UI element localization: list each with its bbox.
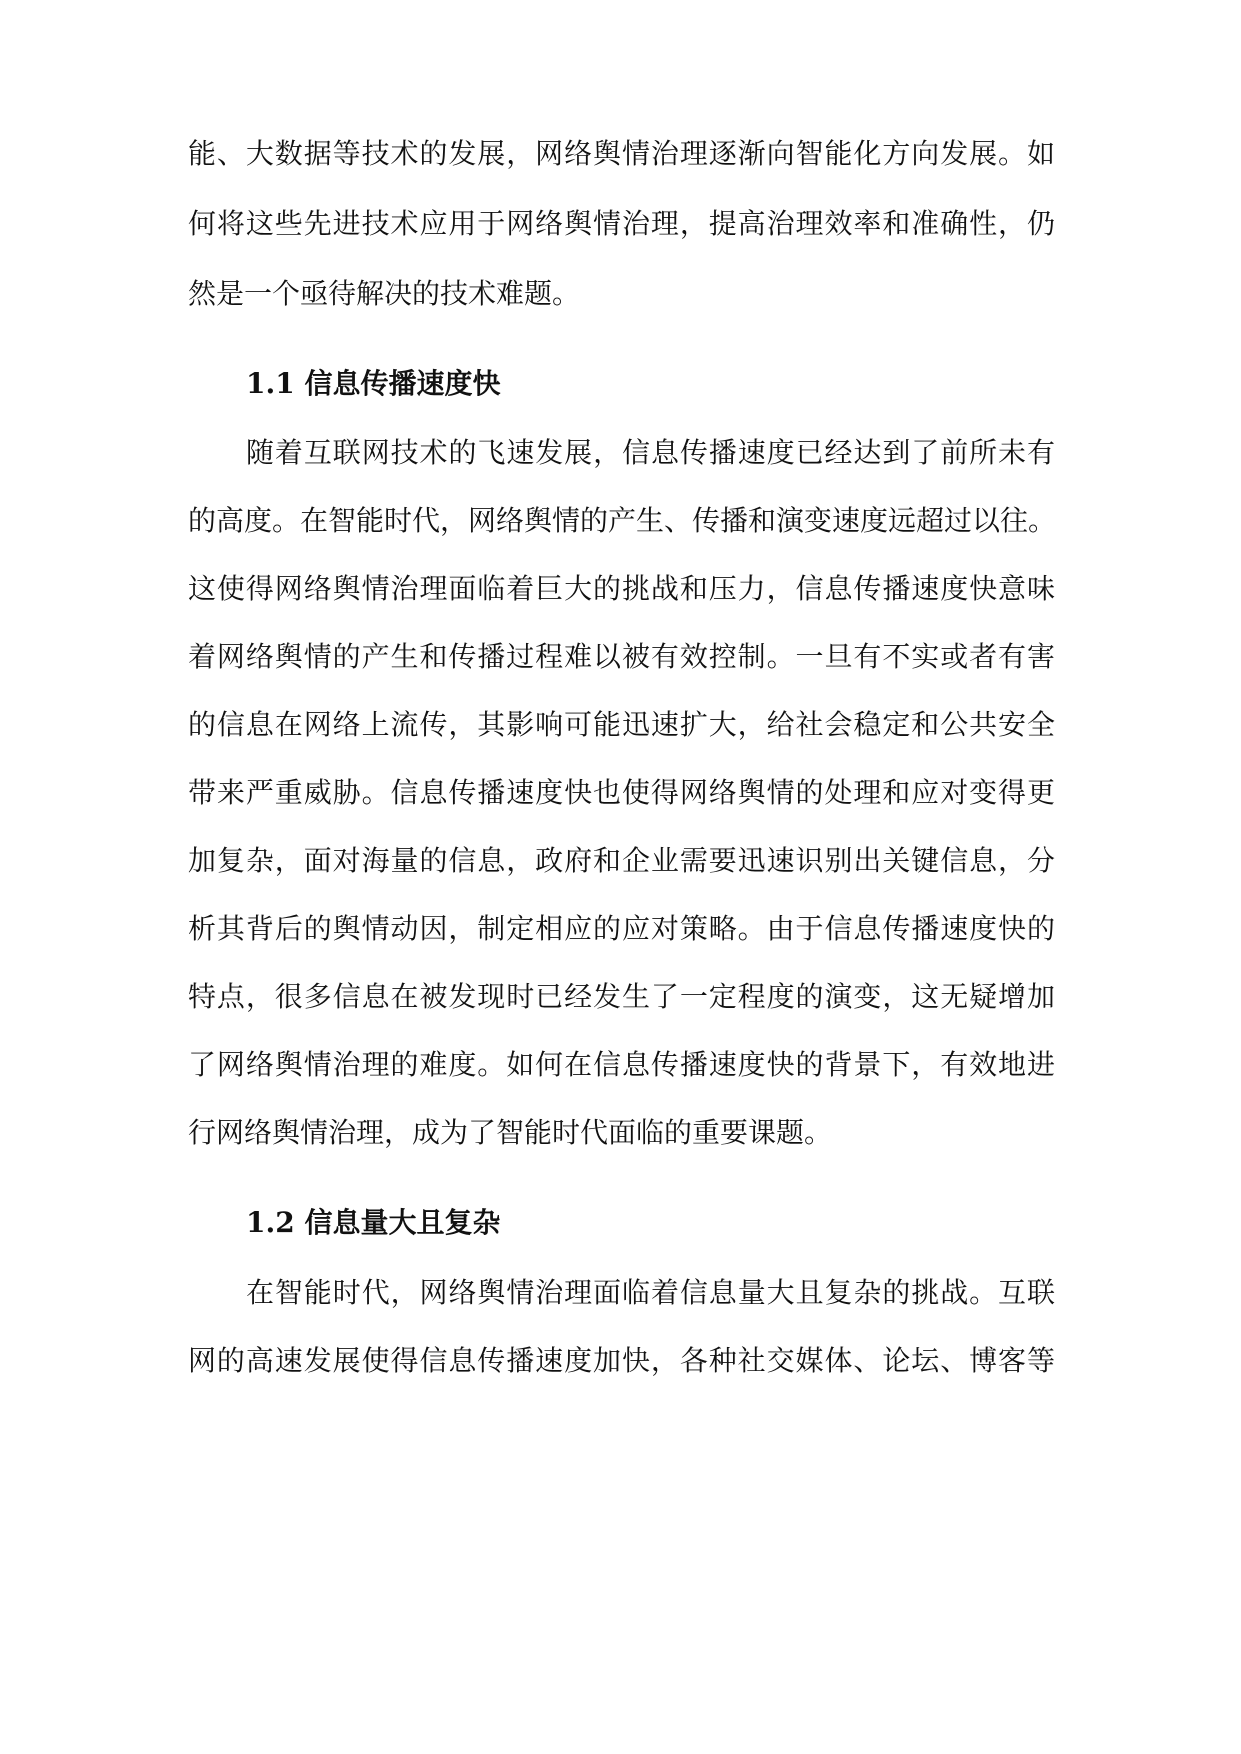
paragraph-line: 然是一个亟待解决的技术难题。 [188,277,581,310]
section-heading-1-2: 1.2 信息量大且复杂 [246,1206,501,1239]
paragraph-line: 析其背后的舆情动因，制定相应的应对策略。由于信息传播速度快的 [188,912,1055,945]
paragraph-line: 着网络舆情的产生和传播过程难以被有效控制。一旦有不实或者有害 [188,640,1055,673]
paragraph-line: 随着互联网技术的飞速发展，信息传播速度已经达到了前所未有 [246,436,1055,469]
paragraph-line: 加复杂，面对海量的信息，政府和企业需要迅速识别出关键信息，分 [188,844,1055,877]
paragraph-line: 了网络舆情治理的难度。如何在信息传播速度快的背景下，有效地进 [188,1048,1055,1081]
paragraph-line: 行网络舆情治理，成为了智能时代面临的重要课题。 [188,1116,833,1149]
paragraph-line: 特点，很多信息在被发现时已经发生了一定程度的演变，这无疑增加 [188,980,1055,1013]
paragraph-line: 这使得网络舆情治理面临着巨大的挑战和压力，信息传播速度快意味 [188,572,1055,605]
paragraph-line: 的高度。在智能时代，网络舆情的产生、传播和演变速度远超过以往。 [188,504,1057,537]
paragraph-line: 在智能时代，网络舆情治理面临着信息量大且复杂的挑战。互联 [246,1276,1055,1309]
paragraph-line: 的信息在网络上流传，其影响可能迅速扩大，给社会稳定和公共安全 [188,708,1055,741]
paragraph-line: 何将这些先进技术应用于网络舆情治理，提高治理效率和准确性，仍 [188,207,1055,240]
section-heading-1-1: 1.1 信息传播速度快 [246,367,501,400]
paragraph-line: 带来严重威胁。信息传播速度快也使得网络舆情的处理和应对变得更 [188,776,1055,809]
paragraph-line: 网的高速发展使得信息传播速度加快，各种社交媒体、论坛、博客等 [188,1344,1055,1377]
paragraph-line: 能、大数据等技术的发展，网络舆情治理逐渐向智能化方向发展。如 [188,137,1055,170]
